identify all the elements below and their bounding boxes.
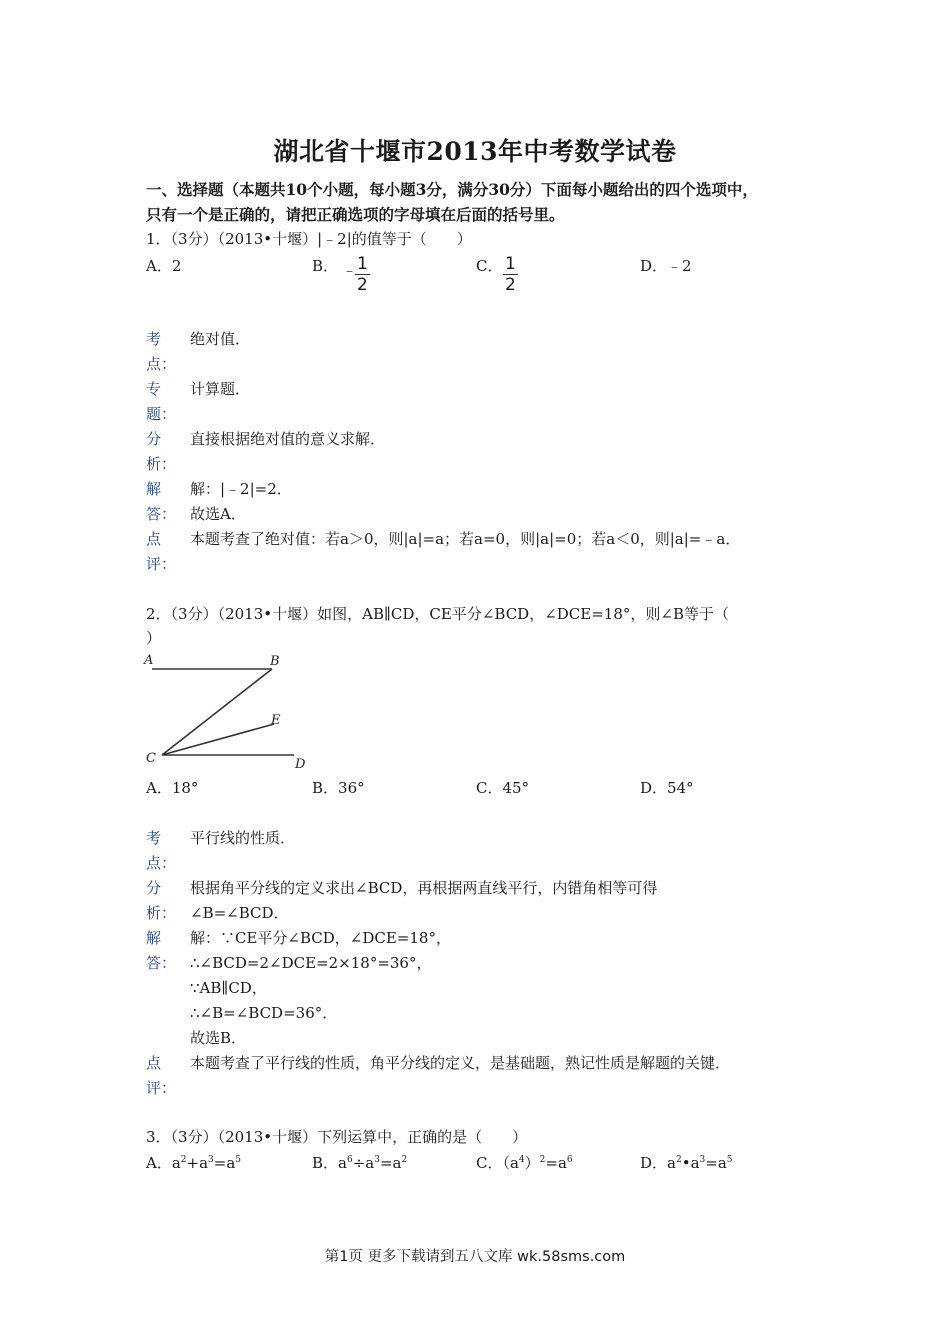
q2-option-a: A．18° xyxy=(146,779,199,797)
fraction-denominator: 2 xyxy=(505,275,516,295)
q1-option-b-sign: ﹣ xyxy=(342,261,358,279)
q1-jieda-label-2: 答： xyxy=(146,505,177,523)
q1-option-c-label: C． xyxy=(476,257,503,275)
q2-option-d: D．54° xyxy=(640,779,694,797)
q3-option-c: C．$(a^4)^2=a^6$ xyxy=(476,1154,573,1172)
q2-dianping-text: 本题考查了平行线的性质，角平分线的定义，是基础题，熟记性质是解题的关键． xyxy=(190,1054,731,1072)
q2-kaodian-label-2: 点： xyxy=(146,854,177,872)
point-label-c: C xyxy=(146,751,156,766)
point-label-a: A xyxy=(144,653,154,668)
q2-kaodian-text: 平行线的性质． xyxy=(190,829,296,847)
question-2-stem-line1: 2．（3分）（2013•十堰）如图，AB∥CD，CE平分∠BCD，∠DCE=18°，则∠B等于（ xyxy=(146,605,729,623)
q1-zhuanti-text: 计算题． xyxy=(190,380,251,398)
q2-dianping-label-1: 点 xyxy=(146,1054,162,1072)
q1-jieda-text-2: 故选A． xyxy=(190,505,246,523)
q1-dianping-label-1: 点 xyxy=(146,530,162,548)
segment-ce xyxy=(162,724,274,755)
q2-option-c: C．45° xyxy=(476,779,530,797)
question-1-stem: 1．（3分）（2013•十堰）|﹣2|的值等于（ ） xyxy=(146,230,472,248)
geometry-figure xyxy=(140,645,320,775)
fraction-denominator: 2 xyxy=(357,275,368,295)
page-footer: 第1页 更多下载请到五八文库 wk.58sms.com xyxy=(324,1249,626,1265)
q1-dianping-label-2: 评： xyxy=(146,555,177,573)
fraction-numerator: 1 xyxy=(505,254,516,274)
q1-option-a: A．2 xyxy=(146,257,182,275)
q2-dianping-label-2: 评： xyxy=(146,1079,177,1097)
q1-fenxi-text: 直接根据绝对值的意义求解． xyxy=(190,430,386,448)
q2-jieda-label-2: 答： xyxy=(146,954,177,972)
q2-fenxi-label-2: 析： xyxy=(146,904,177,922)
q1-fenxi-label-1: 分 xyxy=(146,430,162,448)
q1-zhuanti-label-1: 专 xyxy=(146,380,162,398)
q1-jieda-label-1: 解 xyxy=(146,480,162,498)
q2-jieda-text-2: ∴∠BCD=2∠DCE=2×18°=36°， xyxy=(190,954,432,972)
q3-option-d: D．$a^2•a^3=a^5$ xyxy=(640,1154,733,1172)
q1-jieda-text-1: 解：|﹣2|=2． xyxy=(190,480,292,498)
section-heading-line2: 只有一个是正确的，请把正确选项的字母填在后面的括号里。 xyxy=(146,205,565,224)
q2-jieda-text-4: ∴∠B=∠BCD=36°． xyxy=(190,1004,338,1022)
q2-option-b: B．36° xyxy=(312,779,365,797)
q1-kaodian-label-1: 考 xyxy=(146,330,162,348)
q1-kaodian-text: 绝对值． xyxy=(190,330,251,348)
section-heading-line1: 一、选择题（本题共10个小题，每小题3分，满分30分）下面每小题给出的四个选项中， xyxy=(146,180,758,199)
segment-bc xyxy=(162,669,272,755)
q3-option-a: A．$a^2+a^3=a^5$ xyxy=(146,1154,242,1172)
q2-kaodian-label-1: 考 xyxy=(146,829,162,847)
point-label-b: B xyxy=(270,654,280,669)
q2-jieda-label-1: 解 xyxy=(146,929,162,947)
question-2-stem-line2: ） xyxy=(146,629,162,647)
point-label-e: E xyxy=(271,713,281,728)
q1-kaodian-label-2: 点： xyxy=(146,355,177,373)
q1-option-c-fraction xyxy=(503,254,518,295)
fraction-numerator: 1 xyxy=(357,254,368,274)
q2-fenxi-text-1: 根据角平分线的定义求出∠BCD，再根据两直线平行，内错角相等可得 xyxy=(190,879,658,897)
q2-jieda-text-3: ∵AB∥CD， xyxy=(190,979,267,997)
q1-option-b-label: B． xyxy=(312,257,339,275)
q1-option-b-fraction xyxy=(355,254,370,295)
q1-zhuanti-label-2: 题： xyxy=(146,405,177,423)
q2-fenxi-text-2: ∠B=∠BCD． xyxy=(190,904,289,922)
q3-option-b: B．$a^6\div a^3=a^2$ xyxy=(312,1154,408,1172)
page-title: 湖北省十堰市2013年中考数学试卷 xyxy=(273,137,677,166)
q2-jieda-text-1: 解：∵CE平分∠BCD，∠DCE=18°， xyxy=(190,929,451,947)
q1-dianping-text: 本题考查了绝对值：若a＞0，则|a|=a；若a=0，则|a|=0；若a＜0，则|a|=﹣a． xyxy=(190,530,741,548)
point-label-d: D xyxy=(295,757,306,772)
q2-fenxi-label-1: 分 xyxy=(146,879,162,897)
q1-fenxi-label-2: 析： xyxy=(146,455,177,473)
question-3-stem: 3．（3分）（2013•十堰）下列运算中，正确的是（ ） xyxy=(146,1128,528,1146)
q1-option-d: D．﹣2 xyxy=(640,257,692,275)
q2-jieda-text-5: 故选B． xyxy=(190,1029,247,1047)
